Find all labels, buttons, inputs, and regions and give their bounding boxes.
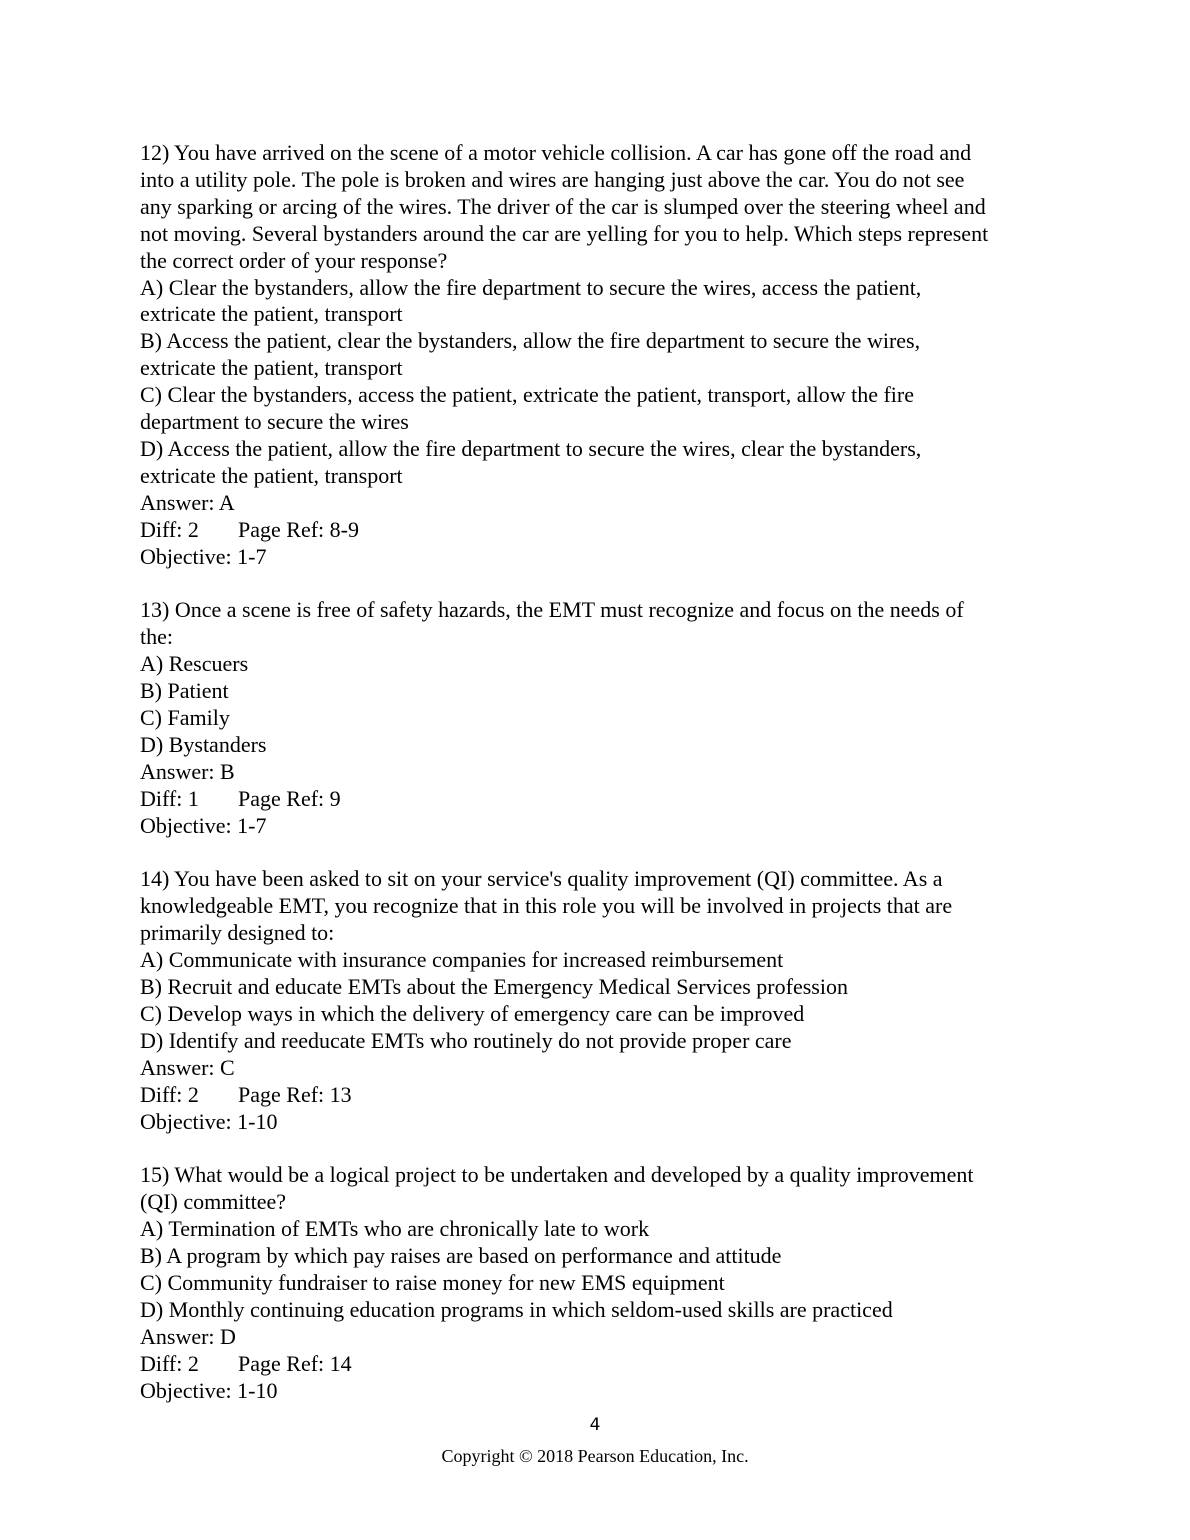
question-stem-line: 14) You have been asked to sit on your service's quality improvement (QI) committee. As a	[140, 866, 943, 892]
objective: Objective: 1-10	[140, 1377, 278, 1403]
page-ref: Page Ref: 8-9	[238, 516, 359, 542]
question-stem-line: the correct order of your response?	[140, 247, 448, 273]
difficulty: Diff: 2	[140, 1081, 199, 1107]
question-stem-line: not moving. Several bystanders around the car are yelling for you to help. Which steps represent	[140, 220, 989, 246]
copyright-notice: Copyright © 2018 Pearson Education, Inc.	[441, 1446, 749, 1466]
page-number: 4	[589, 1415, 601, 1435]
answer-option-line: extricate the patient, transport	[140, 301, 403, 327]
answer-key: Answer: A	[140, 489, 235, 515]
difficulty-pageref	[140, 1351, 1140, 1378]
answer-key: Answer: B	[140, 758, 235, 784]
objective: Objective: 1-7	[140, 812, 267, 838]
answer-key: Answer: C	[140, 1054, 235, 1080]
page-ref: Page Ref: 14	[238, 1350, 352, 1376]
answer-option-line: extricate the patient, transport	[140, 355, 403, 381]
question-stem-line: 12) You have arrived on the scene of a motor vehicle collision. A car has gone off the road and	[140, 140, 972, 165]
answer-option-line: A) Termination of EMTs who are chronically late to work	[140, 1216, 650, 1242]
question-block	[140, 866, 1140, 1135]
answer-option-line: A) Communicate with insurance companies for increased reimbursement	[140, 947, 784, 973]
difficulty: Diff: 2	[140, 516, 199, 542]
question-stem-line: 13) Once a scene is free of safety hazards, the EMT must recognize and focus on the needs of	[140, 597, 964, 623]
answer-option-line: C) Community fundraiser to raise money for new EMS equipment	[140, 1270, 725, 1296]
answer-option-line: D) Bystanders	[140, 731, 267, 757]
question-block	[140, 597, 1140, 839]
difficulty-pageref	[140, 786, 1140, 813]
question-block	[140, 140, 1140, 571]
answer-option-line: C) Family	[140, 705, 230, 731]
objective: Objective: 1-10	[140, 1108, 278, 1134]
question-stem-line: into a utility pole. The pole is broken and wires are hanging just above the car. You do not see	[140, 166, 965, 192]
answer-option-line: A) Rescuers	[140, 651, 249, 677]
question-stem-line: the:	[140, 624, 173, 650]
page-ref: Page Ref: 9	[238, 785, 341, 811]
answer-option-line: B) Patient	[140, 678, 229, 704]
question-stem-line: primarily designed to:	[140, 920, 335, 946]
difficulty-pageref	[140, 1082, 1140, 1109]
answer-key: Answer: D	[140, 1323, 236, 1349]
answer-option-line: department to secure the wires	[140, 409, 409, 435]
answer-option-line: C) Develop ways in which the delivery of emergency care can be improved	[140, 1000, 805, 1026]
document-body	[140, 140, 1140, 1431]
question-stem-line: any sparking or arcing of the wires. The driver of the car is slumped over the steering wheel and	[140, 193, 986, 219]
difficulty: Diff: 2	[140, 1350, 199, 1376]
answer-option-line: D) Identify and reeducate EMTs who routinely do not provide proper care	[140, 1027, 792, 1053]
question-block	[140, 1162, 1140, 1404]
answer-option-line: C) Clear the bystanders, access the patient, extricate the patient, transport, allow the fire	[140, 382, 914, 408]
answer-option-line: A) Clear the bystanders, allow the fire department to secure the wires, access the patient,	[140, 274, 922, 300]
answer-option-line: B) Access the patient, clear the bystanders, allow the fire department to secure the wires,	[140, 328, 921, 354]
question-stem-line: knowledgeable EMT, you recognize that in this role you will be involved in projects that are	[140, 893, 953, 919]
difficulty-pageref	[140, 517, 1140, 544]
answer-option-line: extricate the patient, transport	[140, 462, 403, 488]
page-ref: Page Ref: 13	[238, 1081, 352, 1107]
answer-option-line: D) Monthly continuing education programs in which seldom-used skills are practiced	[140, 1296, 893, 1322]
question-stem-line: 15) What would be a logical project to be undertaken and developed by a quality improvement	[140, 1162, 974, 1188]
answer-option-line: B) A program by which pay raises are based on performance and attitude	[140, 1243, 782, 1269]
answer-option-line: D) Access the patient, allow the fire department to secure the wires, clear the bystanders,	[140, 435, 922, 461]
question-stem-line: (QI) committee?	[140, 1189, 286, 1215]
answer-option-line: B) Recruit and educate EMTs about the Emergency Medical Services profession	[140, 974, 848, 1000]
objective: Objective: 1-7	[140, 543, 267, 569]
difficulty: Diff: 1	[140, 785, 199, 811]
